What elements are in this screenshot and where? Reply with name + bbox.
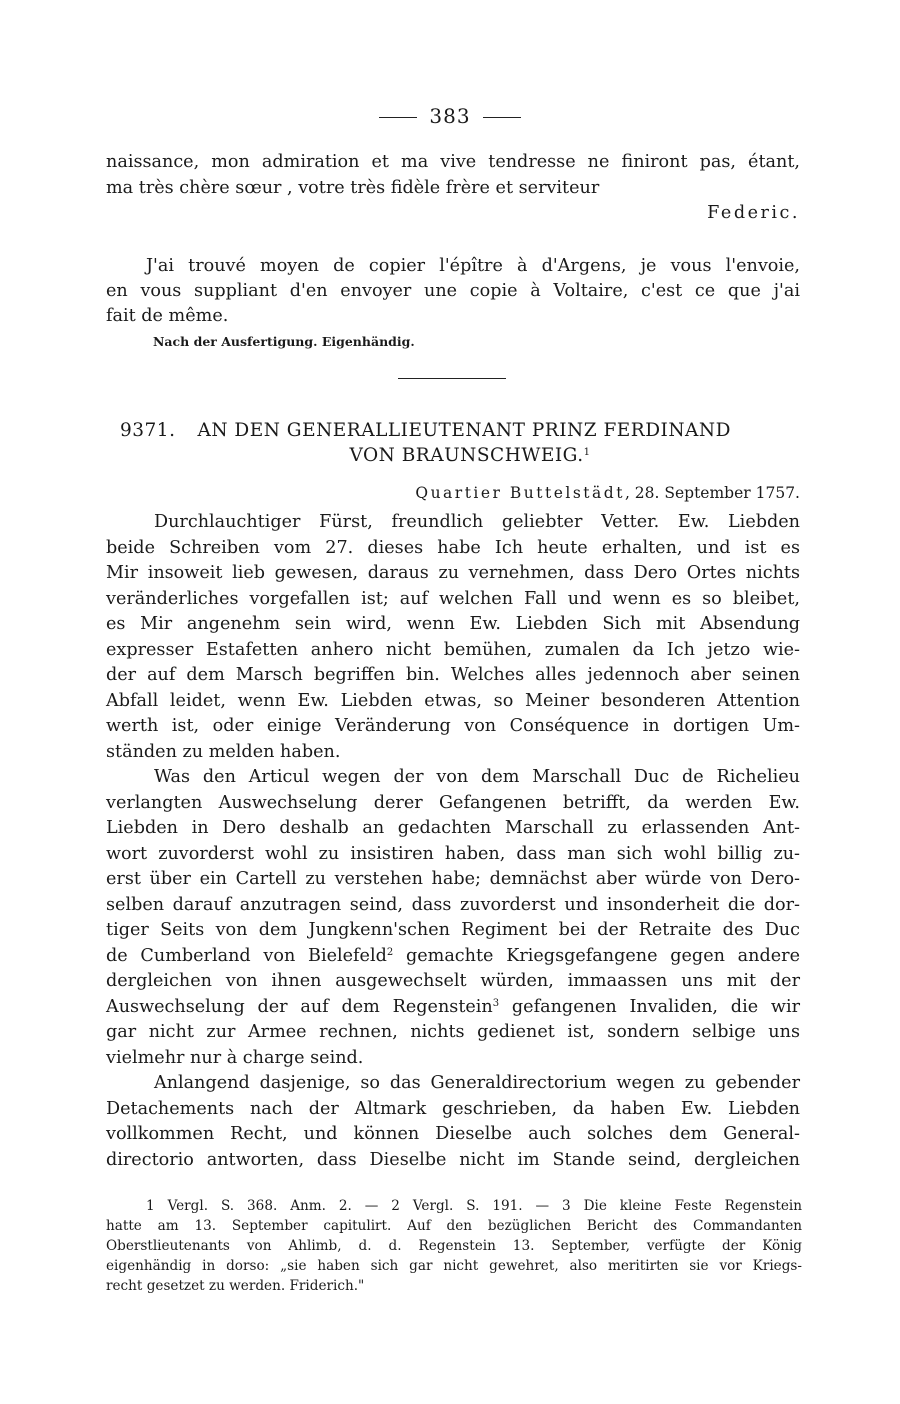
- source-note: Nach der Ausfertigung. Eigenhändig.: [153, 334, 415, 349]
- letter-text: Durchlauchtiger Fürst, freundlich geliebter Vetter. Ew. Liebden: [154, 512, 800, 532]
- letter-text: wort zuvorderst wohl zu insistiren haben, dass man sich wohl billig zu-: [106, 843, 800, 864]
- postscript-line-1: J'ai trouvé moyen de copier l'épître à d'Argens, je vous l'envoie,: [146, 256, 800, 276]
- letter-line: [106, 944, 800, 970]
- letter-text: der auf dem Marsch begriffen bin. Welches alles jedennoch aber seinen: [106, 665, 800, 685]
- footnote-line-5: recht gesetzet zu werden. Friderich.": [106, 1278, 365, 1294]
- letter-line: [106, 714, 800, 740]
- page-number: 383: [429, 104, 471, 128]
- letter-text: expresser Estafetten anhero nicht bemühen, zumalen da Ich jetzo wie-: [106, 639, 800, 660]
- letter-line: [106, 587, 800, 613]
- letter-text: gefangenen Invaliden, die wir: [499, 996, 800, 1017]
- postscript-line-2: en vous suppliant d'en envoyer une copie à Voltaire, c'est ce que j'ai: [106, 281, 800, 301]
- letter-line: [106, 842, 800, 868]
- letter-line: [106, 969, 800, 995]
- letter-text: vielmehr nur à charge seind.: [106, 1047, 364, 1068]
- letter-text: selben darauf anzutragen seind, dass zuvorderst und insonderheit die dor-: [106, 894, 800, 915]
- letter-title-line-1: AN DEN GENERALLIEUTENANT PRINZ FERDINAND: [197, 420, 731, 441]
- postscript-line-3: fait de même.: [106, 306, 229, 326]
- letter-text: gar nicht zur Armee rechnen, nichts gedienet ist, sondern selbige uns: [106, 1022, 800, 1042]
- place-name: Quartier Buttelstädt: [415, 484, 625, 502]
- footnote-line-2: hatte am 13. September capitulirt. Auf den bezüglichen Bericht des Commandanten: [106, 1218, 802, 1234]
- letter-heading: [120, 418, 790, 468]
- letter-line: [106, 1148, 800, 1174]
- letter-line: [106, 867, 800, 893]
- footnote-line-3: Oberstlieutenants von Ahlimb, d. d. Regenstein 13. September, verfügte der König: [106, 1238, 802, 1254]
- letter-line: [106, 510, 800, 536]
- letter-line: [106, 995, 800, 1021]
- letter-line: [106, 1046, 800, 1072]
- letter-text: erst über ein Cartell zu verstehen habe; demnächst aber würde von Dero-: [106, 869, 800, 889]
- letter-line: [106, 663, 800, 689]
- section-divider: [398, 378, 506, 379]
- opening-line-2: ma très chère sœur , votre très fidèle frère et serviteur: [106, 178, 600, 198]
- letter-number: 9371.: [120, 420, 176, 441]
- letter-text: de Cumberland von Bielefeld: [106, 945, 387, 966]
- letter-line: [106, 1071, 800, 1097]
- letter-text: werth ist, oder einige Veränderung von Conséquence in dortigen Um-: [106, 716, 800, 736]
- letter-text: Mir insoweit lieb gewesen, daraus zu vernehmen, dass Dero Ortes nichts: [106, 563, 800, 583]
- footnote-ref: 3: [492, 997, 500, 1009]
- letter-line: [106, 1122, 800, 1148]
- footnote-line-1: 1 Vergl. S. 368. Anm. 2. — 2 Vergl. S. 191. — 3 Die kleine Feste Regenstein: [146, 1198, 802, 1214]
- letter-text: tiger Seits von dem Jungkenn'schen Regiment bei der Retraite des Duc: [106, 920, 800, 940]
- letter-line: [106, 689, 800, 715]
- letter-text: Anlangend dasjenige, so das Generaldirectorium wegen zu gebender: [154, 1073, 800, 1093]
- letter-text: ständen zu melden haben.: [106, 741, 341, 762]
- letter-line: [106, 1020, 800, 1046]
- date: , 28. September 1757.: [624, 484, 800, 502]
- letter-line: [106, 765, 800, 791]
- opening-line-1: naissance, mon admiration et ma vive tendresse ne finiront pas, étant,: [106, 152, 800, 172]
- letter-line: [106, 536, 800, 562]
- letter-text: beide Schreiben vom 27. dieses habe Ich heute erhalten, und ist es: [106, 537, 800, 558]
- letter-line: [106, 1097, 800, 1123]
- letter-text: gemachte Kriegsgefangene gegen andere: [393, 945, 800, 966]
- letter-line: [106, 561, 800, 587]
- letter-line: [106, 893, 800, 919]
- letter-text: vollkommen Recht, und können Dieselbe auch solches dem General-: [106, 1124, 800, 1144]
- letter-line: [106, 816, 800, 842]
- letter-text: directorio antworten, dass Dieselbe nicht im Stande seind, dergleichen: [106, 1149, 800, 1170]
- letter-text: verlangten Auswechselung derer Gefangenen betrifft, da werden Ew.: [106, 792, 800, 813]
- letter-text: Liebden in Dero deshalb an gedachten Marschall zu erlassenden Ant-: [106, 818, 800, 838]
- letter-text: Was den Articul wegen der von dem Marschall Duc de Richelieu: [154, 767, 800, 787]
- letter-line: [106, 791, 800, 817]
- letter-text: veränderliches vorgefallen ist; auf welchen Fall und wenn es so bleibet,: [106, 588, 800, 609]
- letter-line: [106, 612, 800, 638]
- signature: Federic.: [707, 203, 800, 223]
- title-footnote-ref: 1: [583, 447, 591, 458]
- letter-title-line-2: VON BRAUNSCHWEIG.: [349, 445, 584, 466]
- letter-line: [106, 918, 800, 944]
- letter-line: [106, 740, 800, 766]
- letter-text: Abfall leidet, wenn Ew. Liebden etwas, so Meiner besonderen Attention: [106, 690, 800, 711]
- letter-text: dergleichen von ihnen ausgewechselt würden, immaassen uns mit der: [106, 971, 800, 991]
- letter-text: Detachements nach der Altmark geschrieben, da haben Ew. Liebden: [106, 1098, 800, 1119]
- letter-text: Auswechselung der auf dem Regenstein: [106, 996, 493, 1017]
- letter-title-line-2-wrap: [120, 443, 790, 468]
- dateline: [106, 481, 800, 507]
- footnote-ref: 2: [386, 946, 394, 958]
- footnote-line-4: eigenhändig in dorso: „sie haben sich gar nicht gewehret, also meritirten sie vor Kriegs-: [106, 1258, 802, 1274]
- letter-line: [106, 638, 800, 664]
- header-dash-left: [379, 117, 417, 118]
- page-header: [0, 104, 900, 128]
- letter-text: es Mir angenehm sein wird, wenn Ew. Liebden Sich mit Absendung: [106, 614, 800, 634]
- header-dash-right: [483, 117, 521, 118]
